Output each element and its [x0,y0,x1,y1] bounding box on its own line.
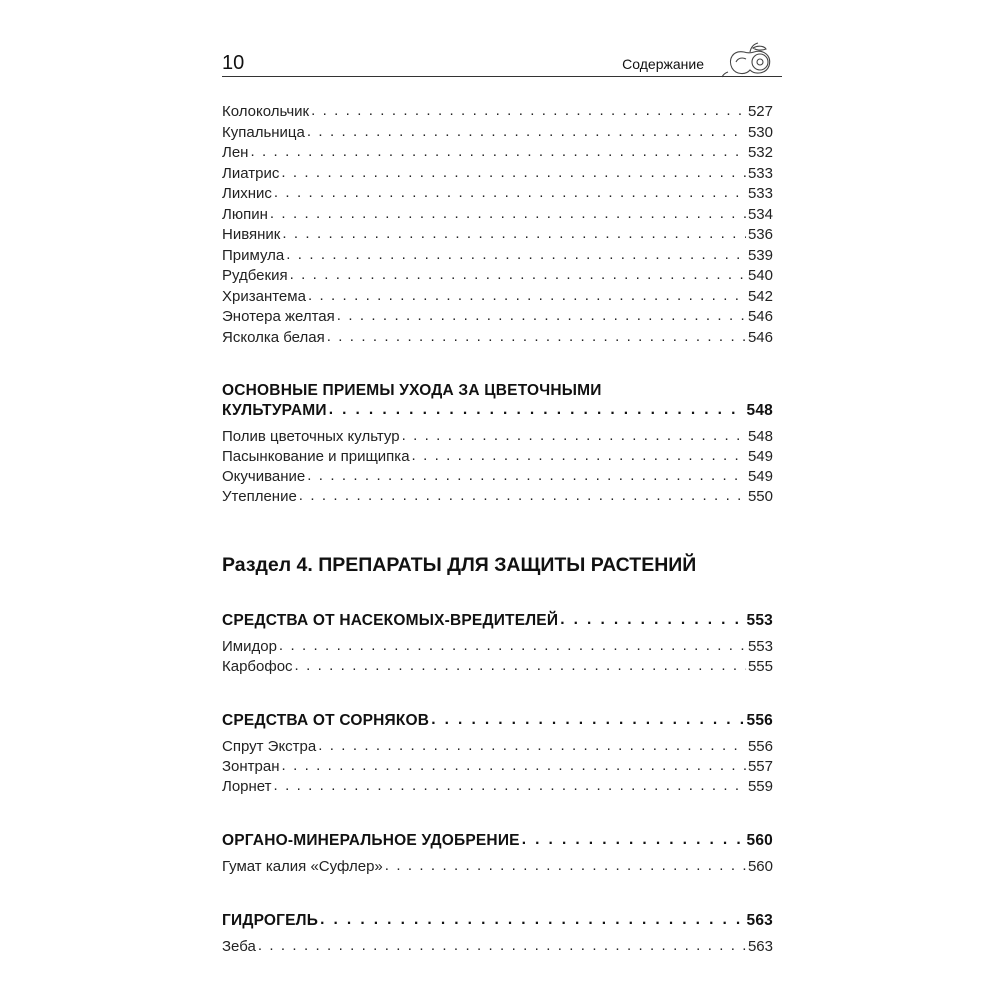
toc-entry[interactable] [222,468,773,488]
entry-title: Лорнет [222,778,272,795]
entry-page: 549 [747,448,773,465]
dot-leader [286,246,746,263]
dot-leader [385,857,746,874]
dot-leader [402,427,746,444]
dot-leader [320,911,744,929]
dot-leader [295,657,746,674]
entry-page: 540 [747,267,773,284]
dot-leader [307,467,746,484]
entry-title: Люпин [222,205,268,223]
dot-leader [281,164,746,181]
entry-title: Спрут Экстра [222,738,317,755]
entry-title: Зеба [222,938,256,955]
dot-leader [337,307,746,324]
entry-page: 555 [747,658,773,675]
chapter-page: 560 [746,832,773,849]
entry-title: Пасынкование и прищипка [222,448,410,465]
dot-leader [307,123,746,140]
dot-leader [279,637,746,654]
dot-leader [274,777,746,794]
entry-title: Имидор [222,638,277,655]
entry-title: Рудбекия [222,267,288,284]
chapter-entry[interactable] [222,832,773,854]
entry-title: Нивяник [222,226,281,243]
toc-entry[interactable] [222,658,773,678]
dot-leader [258,937,746,954]
chapter-page: 553 [746,612,773,629]
toc-entry[interactable] [222,428,773,448]
chapter-entry[interactable] [222,612,773,634]
entry-title: Гумат калия «Суфлер» [222,858,383,875]
toc-entry[interactable] [222,308,773,328]
dot-leader [250,143,745,160]
entry-page: 539 [747,246,773,264]
chapter-entry[interactable] [222,712,773,734]
entry-page: 557 [747,758,773,775]
entry-page: 556 [747,738,773,755]
chapter-title-line1[interactable]: ОСНОВНЫЕ ПРИЕМЫ УХОДА ЗА ЦВЕТОЧНЫМИ [222,382,602,399]
chapter-page: 563 [746,912,773,929]
chapter-entry[interactable] [222,912,773,934]
toc-entry[interactable] [222,247,773,267]
header-rule [222,76,782,77]
chapter-title: СРЕДСТВА ОТ СОРНЯКОВ [222,712,430,729]
entry-page: 546 [747,328,773,346]
entry-title: Карбофос [222,658,293,675]
entry-title: Утепление [222,488,297,505]
entry-title: Колокольчик [222,103,310,120]
toc-entry[interactable] [222,103,773,123]
entry-title: Примула [222,246,285,264]
section-title[interactable]: Раздел 4. ПРЕПАРАТЫ ДЛЯ ЗАЩИТЫ РАСТЕНИЙ [222,554,697,576]
entry-page: 530 [747,123,773,141]
toc-entry[interactable] [222,758,773,778]
dot-leader [329,401,745,419]
chapter-entry[interactable] [222,402,773,424]
entry-page: 533 [747,185,773,202]
entry-page: 542 [747,287,773,305]
toc-entry[interactable] [222,226,773,246]
entry-title: Хризантема [222,287,306,305]
entry-page: 559 [747,778,773,795]
entry-page: 550 [747,488,773,505]
entry-title: Ясколка белая [222,328,325,346]
entry-title: Энотера желтая [222,308,335,325]
entry-page: 534 [747,205,773,223]
dot-leader [282,225,746,242]
dot-leader [274,184,746,201]
toc-entry[interactable] [222,329,773,349]
chapter-title: СРЕДСТВА ОТ НАСЕКОМЫХ-ВРЕДИТЕЛЕЙ [222,612,559,629]
toc-entry[interactable] [222,288,773,308]
apple-ornament-icon [722,42,782,78]
entry-title: Лихнис [222,185,272,202]
dot-leader [327,328,746,345]
toc-entry[interactable] [222,124,773,144]
page-header [222,48,782,78]
dot-leader [299,487,746,504]
entry-title: Окучивание [222,468,306,485]
entry-page: 553 [747,638,773,655]
toc-entry[interactable] [222,738,773,758]
toc-entry[interactable] [222,206,773,226]
entry-page: 533 [747,164,773,182]
dot-leader [282,757,746,774]
entry-title: Лиатрис [222,164,280,182]
entry-page: 560 [747,858,773,875]
toc-entry[interactable] [222,938,773,958]
dot-leader [308,287,746,304]
dot-leader [311,102,746,119]
chapter-title: ГИДРОГЕЛЬ [222,912,319,929]
toc-entry[interactable] [222,488,773,508]
entry-page: 563 [747,938,773,955]
dot-leader [560,611,744,629]
chapter-page: 548 [746,402,773,419]
entry-page: 549 [747,468,773,485]
toc-entry[interactable] [222,267,773,287]
page-number: 10 [222,52,245,74]
dot-leader [412,447,746,464]
chapter-title-line2: КУЛЬТУРАМИ [222,402,327,419]
toc-entry[interactable] [222,144,773,164]
chapter-title: ОРГАНО-МИНЕРАЛЬНОЕ УДОБРЕНИЕ [222,832,520,849]
toc-entry[interactable] [222,638,773,658]
toc-entry[interactable] [222,858,773,878]
entry-title: Лен [222,144,249,161]
entry-page: 536 [747,226,773,243]
entry-title: Купальница [222,123,305,141]
toc-entry[interactable] [222,185,773,205]
entry-title: Зонтран [222,758,280,775]
dot-leader [270,205,746,222]
toc-entry[interactable] [222,448,773,468]
dot-leader [290,266,746,283]
entry-page: 532 [747,144,773,161]
entry-page: 546 [747,308,773,325]
entry-page: 548 [747,428,773,445]
entry-title: Полив цветочных культур [222,428,400,445]
toc-entry[interactable] [222,778,773,798]
dot-leader [431,711,744,729]
dot-leader [318,737,746,754]
chapter-page: 556 [746,712,773,729]
toc-entry[interactable] [222,165,773,185]
dot-leader [522,831,745,849]
entry-page: 527 [747,103,773,120]
running-title: Содержание [622,56,704,72]
